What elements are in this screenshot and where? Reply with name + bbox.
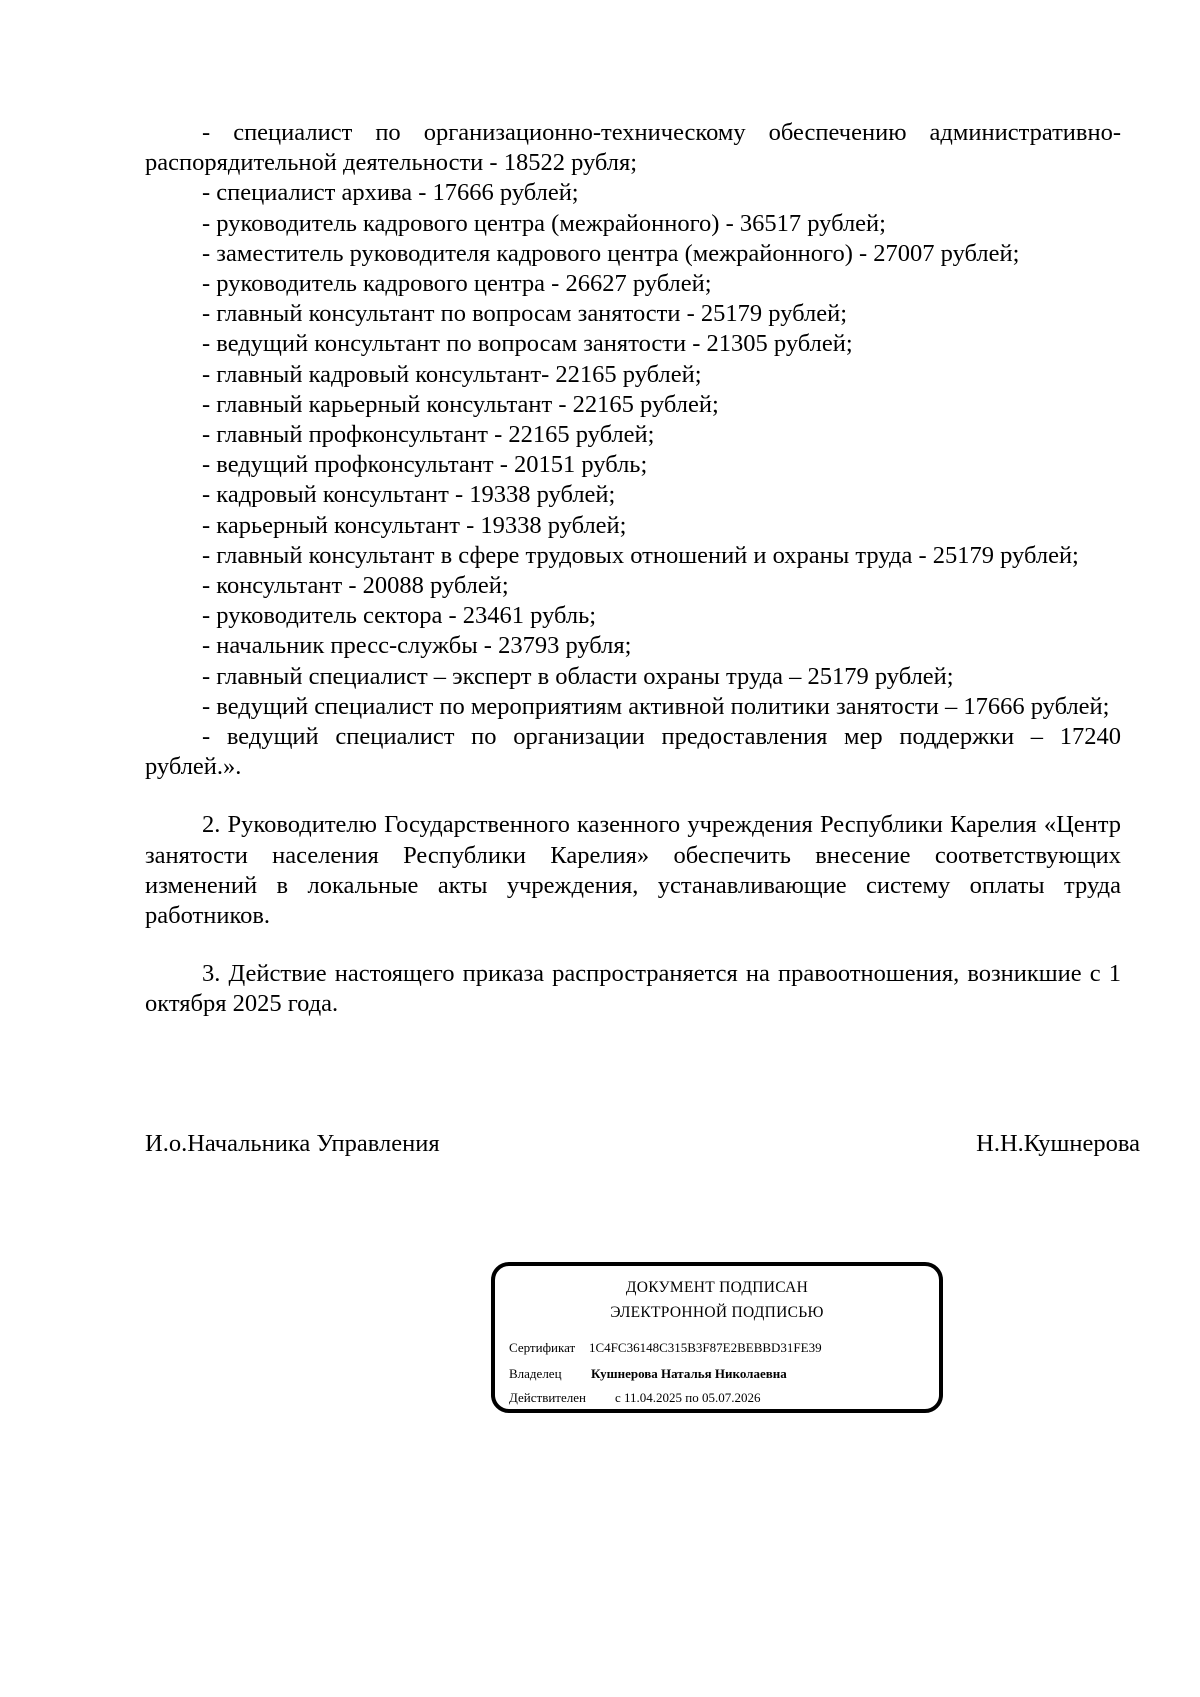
paragraph-3: 3. Действие настоящего приказа распространяется на правоотношения, возникшие с 1 октября 2025 года. bbox=[145, 960, 1121, 1018]
salary-position-item: - ведущий специалист по организации предоставления мер поддержки – 17240 рублей.». bbox=[145, 723, 1121, 781]
certificate-value: 1C4FC36148C315B3F87E2BEBBD31FE39 bbox=[589, 1340, 822, 1355]
validity-value: с 11.04.2025 по 05.07.2026 bbox=[615, 1390, 761, 1405]
salary-position-item: - главный профконсультант - 22165 рублей; bbox=[202, 421, 655, 449]
salary-position-item: - главный кадровый консультант- 22165 рублей; bbox=[202, 360, 702, 388]
salary-position-item: - начальник пресс-службы - 23793 рубля; bbox=[202, 632, 632, 660]
salary-positions-list bbox=[145, 118, 1121, 782]
salary-position-item: - консультант - 20088 рублей; bbox=[202, 572, 509, 600]
stamp-validity-row bbox=[509, 1390, 761, 1406]
salary-position-item: - ведущий профконсультант - 20151 рубль; bbox=[202, 451, 648, 479]
salary-position-item: - руководитель кадрового центра (межрайонного) - 36517 рублей; bbox=[202, 209, 886, 237]
salary-position-item: - главный карьерный консультант - 22165 рублей; bbox=[202, 390, 719, 418]
stamp-certificate-row bbox=[509, 1340, 822, 1356]
salary-position-item: - специалист архива - 17666 рублей; bbox=[202, 179, 579, 207]
salary-position-item: - главный консультант по вопросам занятости - 25179 рублей; bbox=[202, 300, 848, 328]
salary-position-item: - главный специалист – эксперт в области охраны труда – 25179 рублей; bbox=[202, 662, 954, 690]
stamp-heading bbox=[495, 1275, 939, 1325]
document-body bbox=[145, 118, 1121, 1020]
certificate-label: Сертификат bbox=[509, 1340, 576, 1355]
salary-position-item: - ведущий специалист по мероприятиям активной политики занятости – 17666 рублей; bbox=[202, 692, 1110, 720]
signatory-title: И.о.Начальника Управления bbox=[145, 1130, 440, 1157]
validity-label: Действителен bbox=[509, 1390, 586, 1405]
salary-position-item: - специалист по организационно-техническому обеспечению административно-распорядительной деятельности - 18522 рубля; bbox=[145, 119, 1121, 177]
salary-position-item: - заместитель руководителя кадрового центра (межрайонного) - 27007 рублей; bbox=[202, 239, 1020, 267]
salary-position-item: - главный консультант в сфере трудовых отношений и охраны труда - 25179 рублей; bbox=[202, 541, 1079, 569]
owner-value: Кушнерова Наталья Николаевна bbox=[591, 1366, 787, 1381]
paragraph-gap bbox=[145, 782, 1121, 810]
stamp-owner-row bbox=[509, 1366, 787, 1382]
salary-position-item: - кадровый консультант - 19338 рублей; bbox=[202, 481, 616, 509]
salary-position-item: - руководитель кадрового центра - 26627 рублей; bbox=[202, 270, 712, 298]
electronic-signature-stamp bbox=[491, 1262, 943, 1413]
paragraph-gap bbox=[145, 931, 1121, 959]
salary-position-item: - карьерный консультант - 19338 рублей; bbox=[202, 511, 627, 539]
salary-position-item: - руководитель сектора - 23461 рубль; bbox=[202, 602, 597, 630]
signatory-name: Н.Н.Кушнерова bbox=[976, 1130, 1140, 1157]
owner-label: Владелец bbox=[509, 1366, 562, 1381]
stamp-heading-line-1: ДОКУМЕНТ ПОДПИСАН bbox=[625, 1279, 809, 1296]
paragraph-2: 2. Руководителю Государственного казенного учреждения Республики Карелия «Центр занятости населения Республики Карелия» обеспечить внесение соответствующих изменений в локальные акты учреждения, устанавливающие систему оплаты труда работников. bbox=[145, 811, 1121, 930]
stamp-heading-line-2: ЭЛЕКТРОННОЙ ПОДПИСЬЮ bbox=[610, 1304, 824, 1321]
salary-position-item: - ведущий консультант по вопросам занятости - 21305 рублей; bbox=[202, 330, 853, 358]
